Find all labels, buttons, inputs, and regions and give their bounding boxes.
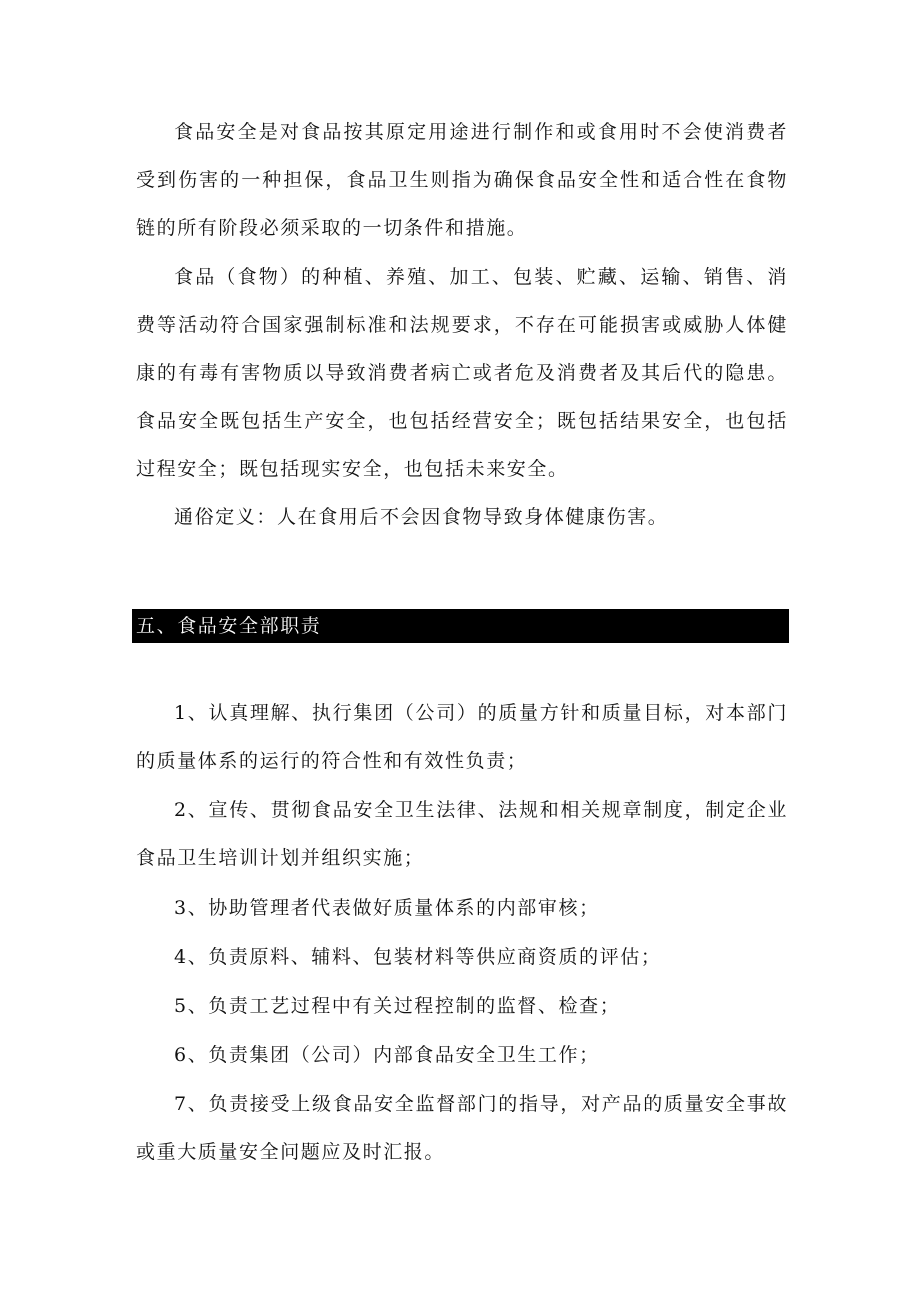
intro-paragraph-1: 食品安全是对食品按其原定用途进行制作和或食用时不会使消费者受到伤害的一种担保，食品卫生则指为确保食品安全性和适合性在食物链的所有阶段必须采取的一切条件和措施。 bbox=[136, 121, 788, 239]
intro-paragraph-2: 食品（食物）的种植、养殖、加工、包装、贮藏、运输、销售、消费等活动符合国家强制标准和法规要求，不存在可能损害或威胁人体健康的有毒有害物质以导致消费者病亡或者危及消费者及其后代的隐患。食品安全既包括生产安全，也包括经营安全；既包括结果安全，也包括过程安全；既包括现实安全，也包括未来安全。 bbox=[136, 266, 788, 480]
duty-item-2: 2、宣传、贯彻食品安全卫生法律、法规和相关规章制度，制定企业食品卫生培训计划并组织实施； bbox=[136, 799, 788, 869]
duty-item-6: 6、负责集团（公司）内部食品安全卫生工作； bbox=[174, 1044, 600, 1066]
section-heading: 五、食品安全部职责 bbox=[136, 615, 322, 637]
intro-paragraph-3: 通俗定义：人在食用后不会因食物导致身体健康伤害。 bbox=[174, 506, 669, 528]
duty-item-4: 4、负责原料、辅料、包装材料等供应商资质的评估； bbox=[174, 946, 662, 968]
duty-item-7: 7、负责接受上级食品安全监督部门的指导，对产品的质量安全事故或重大质量安全问题应及时汇报。 bbox=[136, 1093, 788, 1163]
section-heading-bar bbox=[132, 609, 789, 643]
duty-item-5: 5、负责工艺过程中有关过程控制的监督、检查； bbox=[174, 995, 621, 1017]
duty-item-1: 1、认真理解、执行集团（公司）的质量方针和质量目标，对本部门的质量体系的运行的符合性和有效性负责； bbox=[136, 702, 788, 772]
duty-item-3: 3、协助管理者代表做好质量体系的内部审核； bbox=[174, 897, 600, 919]
